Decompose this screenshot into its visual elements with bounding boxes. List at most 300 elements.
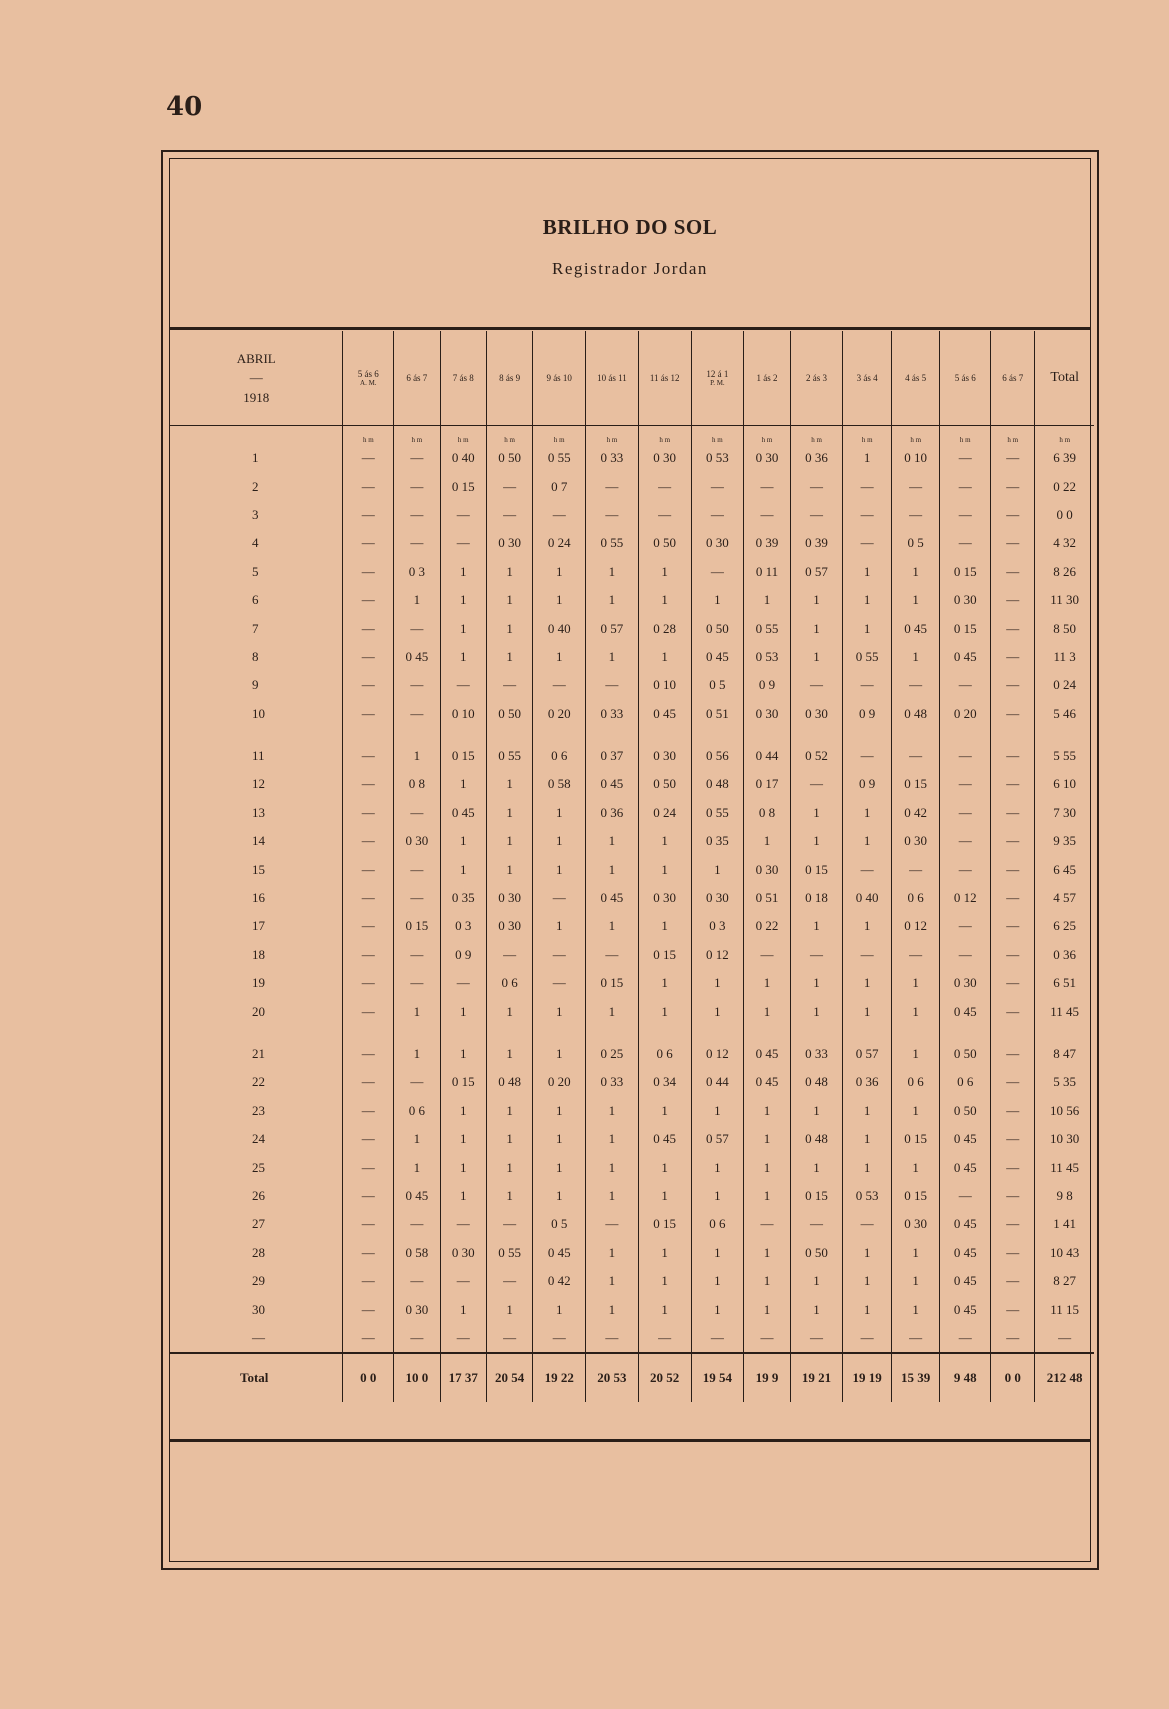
hour-cell: 0 33: [790, 1040, 843, 1068]
table-row: [170, 1125, 1094, 1153]
hour-cell: —: [991, 700, 1035, 728]
hour-cell: —: [991, 1040, 1035, 1068]
hour-cell: —: [790, 1210, 843, 1238]
hour-cell: —: [343, 586, 394, 614]
hour-cell: 0 30: [691, 884, 744, 912]
hour-cell: —: [638, 472, 691, 500]
hour-cell: —: [343, 1295, 394, 1323]
hour-cell: 1: [586, 855, 639, 883]
hour-cell: 0 57: [586, 614, 639, 642]
spacer-cell: [440, 1026, 486, 1040]
hour-cell: 1: [843, 827, 892, 855]
hour-cell: 0 53: [744, 643, 790, 671]
hour-column-header: [586, 331, 639, 426]
day-cell: 28: [252, 1244, 265, 1260]
table-row: [170, 969, 1094, 997]
hour-cell: 1: [586, 643, 639, 671]
hour-cell: 0 6: [940, 1068, 991, 1096]
hour-cell: 1: [744, 1097, 790, 1125]
hour-cell: 0 6: [638, 1040, 691, 1068]
hour-cell: —: [586, 1210, 639, 1238]
table-body: [170, 426, 1094, 1403]
table-row: [170, 1239, 1094, 1267]
hour-cell: 1: [638, 1239, 691, 1267]
row-total-cell: 8 50: [1035, 614, 1094, 642]
spacer-cell: [486, 1026, 532, 1040]
column-label: 1 ás 2: [756, 373, 778, 383]
hour-cell: 1: [744, 997, 790, 1025]
hour-cell: 1: [843, 1125, 892, 1153]
hour-cell: 1: [891, 1295, 940, 1323]
hour-cell: 1: [440, 997, 486, 1025]
hour-cell: 0 12: [891, 912, 940, 940]
hour-cell: 1: [691, 855, 744, 883]
hour-column-header: [394, 331, 440, 426]
hour-cell: —: [940, 941, 991, 969]
hour-cell: 0 45: [940, 1153, 991, 1181]
spacer-cell: [1035, 1026, 1094, 1040]
unit-cell: h m: [843, 426, 892, 445]
day-cell: 21: [252, 1046, 265, 1061]
hour-cell: 1: [533, 1182, 586, 1210]
hour-column-header: [440, 331, 486, 426]
hour-cell: 0 48: [486, 1068, 532, 1096]
table-row: [170, 1267, 1094, 1295]
hour-cell: 0 15: [440, 742, 486, 770]
hour-cell: 0 9: [440, 941, 486, 969]
hour-cell: —: [991, 1182, 1035, 1210]
hour-cell: 0 15: [891, 770, 940, 798]
hour-cell: —: [843, 501, 892, 529]
day-cell: 4: [252, 535, 259, 551]
unit-cell: h m: [394, 426, 440, 445]
spacer-row: [170, 1026, 1094, 1040]
hour-cell: 1: [586, 1125, 639, 1153]
hour-cell: —: [991, 1097, 1035, 1125]
hour-cell: 0 45: [891, 614, 940, 642]
hour-cell: 0 12: [691, 941, 744, 969]
hour-column-header: [991, 331, 1035, 426]
hour-cell: —: [991, 1068, 1035, 1096]
hour-cell: —: [991, 1295, 1035, 1323]
hour-cell: 1: [486, 1125, 532, 1153]
spacer-cell: [638, 1026, 691, 1040]
table-row: [170, 1097, 1094, 1125]
hour-cell: 1: [691, 1295, 744, 1323]
hour-cell: —: [843, 1324, 892, 1353]
hour-cell: —: [940, 529, 991, 557]
hour-cell: —: [394, 855, 440, 883]
hour-cell: 0 50: [486, 700, 532, 728]
hour-cell: 1: [486, 799, 532, 827]
hour-cell: —: [343, 529, 394, 557]
hour-cell: —: [440, 671, 486, 699]
hour-cell: —: [991, 472, 1035, 500]
spacer-cell: [891, 728, 940, 742]
hour-cell: —: [843, 529, 892, 557]
day-cell: 15: [252, 861, 265, 877]
row-total-cell: —: [1035, 1324, 1094, 1353]
row-total-cell: 5 55: [1035, 742, 1094, 770]
hour-cell: 0 9: [744, 671, 790, 699]
hour-cell: 1: [790, 586, 843, 614]
hour-cell: 0 50: [940, 1040, 991, 1068]
hour-cell: 0 48: [790, 1068, 843, 1096]
hour-cell: 0 50: [940, 1097, 991, 1125]
hour-cell: 1: [586, 1153, 639, 1181]
hour-cell: —: [891, 501, 940, 529]
spacer-cell: [744, 728, 790, 742]
hour-cell: —: [394, 1324, 440, 1353]
hour-cell: 1: [790, 1267, 843, 1295]
hour-cell: —: [891, 671, 940, 699]
day-cell: 6: [252, 592, 259, 608]
hour-cell: —: [691, 558, 744, 586]
hour-cell: 1: [891, 643, 940, 671]
hour-cell: —: [638, 501, 691, 529]
hour-cell: —: [343, 614, 394, 642]
hour-cell: —: [991, 444, 1035, 472]
hour-cell: 0 55: [691, 799, 744, 827]
hour-cell: 0 30: [744, 444, 790, 472]
hour-cell: —: [343, 1040, 394, 1068]
hour-cell: —: [991, 1324, 1035, 1353]
column-total-cell: 10 0: [394, 1353, 440, 1402]
hour-cell: 1: [533, 827, 586, 855]
hour-cell: —: [940, 912, 991, 940]
hour-cell: 1: [638, 586, 691, 614]
row-total-cell: 0 0: [1035, 501, 1094, 529]
hour-cell: 0 45: [940, 1295, 991, 1323]
hour-cell: —: [343, 1125, 394, 1153]
hour-cell: —: [394, 671, 440, 699]
unit-cell: h m: [891, 426, 940, 445]
hour-cell: 0 30: [394, 827, 440, 855]
hour-cell: 1: [843, 969, 892, 997]
hour-cell: 0 30: [744, 855, 790, 883]
hour-cell: 1: [533, 586, 586, 614]
hour-column-header: [891, 331, 940, 426]
row-total-cell: 7 30: [1035, 799, 1094, 827]
spacer-cell: [940, 728, 991, 742]
hour-cell: 1: [533, 855, 586, 883]
hour-cell: 1: [843, 558, 892, 586]
hour-cell: 1: [394, 586, 440, 614]
table-row: [170, 912, 1094, 940]
hour-cell: —: [940, 444, 991, 472]
hour-cell: —: [486, 1324, 532, 1353]
hour-cell: 1: [843, 997, 892, 1025]
hour-cell: 0 45: [586, 884, 639, 912]
hour-cell: 1: [440, 827, 486, 855]
hour-cell: 0 56: [691, 742, 744, 770]
hour-cell: —: [940, 770, 991, 798]
hour-cell: 0 30: [891, 1210, 940, 1238]
hour-column-header: [843, 331, 892, 426]
totals-label: Total: [170, 1353, 343, 1402]
column-total-cell: 15 39: [891, 1353, 940, 1402]
spacer-cell: [170, 728, 343, 742]
hour-cell: 0 48: [790, 1125, 843, 1153]
table-row: [170, 770, 1094, 798]
hour-cell: 0 20: [940, 700, 991, 728]
hour-cell: 0 45: [940, 1267, 991, 1295]
spacer-cell: [691, 728, 744, 742]
hour-cell: 1: [744, 586, 790, 614]
hour-cell: 0 9: [843, 770, 892, 798]
hour-cell: —: [744, 1324, 790, 1353]
unit-cell-empty: [170, 426, 343, 445]
hour-cell: —: [843, 472, 892, 500]
day-cell: 22: [252, 1074, 265, 1090]
hour-cell: —: [940, 799, 991, 827]
hour-cell: —: [891, 941, 940, 969]
hour-cell: —: [790, 472, 843, 500]
table-header-row: [170, 331, 1094, 426]
hour-cell: —: [991, 941, 1035, 969]
hour-cell: 0 42: [891, 799, 940, 827]
spacer-cell: [940, 1026, 991, 1040]
hour-cell: —: [744, 472, 790, 500]
spacer-cell: [790, 1026, 843, 1040]
hour-cell: 0 20: [533, 700, 586, 728]
column-total-cell: 20 54: [486, 1353, 532, 1402]
row-total-cell: 11 15: [1035, 1295, 1094, 1323]
hour-cell: 1: [691, 586, 744, 614]
hour-cell: 1: [533, 1040, 586, 1068]
hour-cell: 1: [843, 1267, 892, 1295]
hour-cell: —: [790, 501, 843, 529]
column-total-cell: 9 48: [940, 1353, 991, 1402]
hour-cell: 0 35: [691, 827, 744, 855]
hour-cell: 1: [440, 1182, 486, 1210]
hour-cell: —: [533, 1324, 586, 1353]
hour-cell: —: [940, 671, 991, 699]
hour-cell: —: [394, 969, 440, 997]
page-title: BRILHO DO SOL: [542, 215, 718, 239]
hour-cell: 1: [744, 1182, 790, 1210]
hour-cell: 1: [638, 969, 691, 997]
row-total-cell: 11 45: [1035, 997, 1094, 1025]
row-total-cell: 8 27: [1035, 1267, 1094, 1295]
hour-cell: 0 6: [486, 969, 532, 997]
hour-cell: —: [991, 742, 1035, 770]
hour-cell: 0 57: [691, 1125, 744, 1153]
hour-cell: 0 8: [394, 770, 440, 798]
hour-cell: 1: [891, 558, 940, 586]
hour-cell: —: [343, 997, 394, 1025]
unit-cell: h m: [691, 426, 744, 445]
day-cell: 14: [252, 833, 265, 849]
hour-cell: —: [343, 1153, 394, 1181]
hour-cell: —: [691, 1324, 744, 1353]
hour-cell: 1: [744, 1153, 790, 1181]
hour-cell: —: [744, 941, 790, 969]
hour-cell: 0 30: [638, 742, 691, 770]
row-total-cell: 6 45: [1035, 855, 1094, 883]
hour-cell: —: [343, 501, 394, 529]
hour-cell: 1: [638, 1153, 691, 1181]
hour-cell: —: [343, 1324, 394, 1353]
hour-cell: —: [991, 1153, 1035, 1181]
hour-cell: 1: [790, 997, 843, 1025]
row-total-cell: 10 56: [1035, 1097, 1094, 1125]
hour-cell: —: [343, 1267, 394, 1295]
hour-cell: —: [744, 501, 790, 529]
hour-cell: 0 28: [638, 614, 691, 642]
am-label: A. M.: [360, 379, 377, 387]
hour-cell: 1: [744, 1295, 790, 1323]
hour-cell: 1: [843, 586, 892, 614]
hour-cell: —: [486, 472, 532, 500]
hour-cell: —: [486, 1210, 532, 1238]
hour-cell: 1: [586, 1295, 639, 1323]
day-cell: 16: [252, 890, 265, 906]
hour-cell: 0 15: [586, 969, 639, 997]
hour-cell: 0 58: [394, 1239, 440, 1267]
day-cell: 26: [252, 1187, 265, 1203]
hour-cell: 1: [486, 558, 532, 586]
column-label: 6 ás 7: [1002, 373, 1024, 383]
hour-cell: 0 40: [843, 884, 892, 912]
hour-cell: 0 55: [486, 742, 532, 770]
hour-cell: 1: [691, 1097, 744, 1125]
hour-cell: 0 3: [394, 558, 440, 586]
hour-cell: 1: [744, 969, 790, 997]
day-cell: 24: [252, 1131, 265, 1147]
hour-cell: —: [533, 671, 586, 699]
hour-cell: —: [891, 1324, 940, 1353]
day-cell: 9: [252, 677, 259, 693]
hour-cell: 0 45: [940, 997, 991, 1025]
hour-cell: 0 50: [638, 529, 691, 557]
unit-cell: h m: [440, 426, 486, 445]
hour-cell: —: [486, 1267, 532, 1295]
hour-cell: 1: [790, 969, 843, 997]
row-total-cell: 9 35: [1035, 827, 1094, 855]
hour-cell: 1: [744, 1239, 790, 1267]
hour-cell: 1: [843, 614, 892, 642]
hour-cell: 1: [790, 827, 843, 855]
hour-cell: 1: [691, 997, 744, 1025]
hour-cell: 0 12: [940, 884, 991, 912]
hour-cell: —: [843, 941, 892, 969]
table-row: [170, 586, 1094, 614]
spacer-cell: [343, 728, 394, 742]
column-label: 8 ás 9: [499, 373, 521, 383]
hour-cell: —: [991, 586, 1035, 614]
hour-cell: 0 39: [790, 529, 843, 557]
period-year: 1918: [243, 389, 270, 405]
hour-cell: 1: [891, 586, 940, 614]
hour-cell: 0 37: [586, 742, 639, 770]
table-row: [170, 799, 1094, 827]
day-cell: 29: [252, 1273, 265, 1289]
hour-cell: 1: [440, 1153, 486, 1181]
hour-cell: —: [843, 742, 892, 770]
page-subtitle: Registrador Jordan: [552, 259, 708, 278]
hour-cell: 0 33: [586, 444, 639, 472]
hour-cell: 0 3: [440, 912, 486, 940]
hour-cell: 0 30: [691, 529, 744, 557]
hour-cell: 0 5: [891, 529, 940, 557]
hour-cell: —: [991, 884, 1035, 912]
hour-cell: 1: [790, 799, 843, 827]
unit-cell: h m: [790, 426, 843, 445]
hour-cell: 1: [533, 1125, 586, 1153]
hour-cell: —: [533, 941, 586, 969]
hour-cell: 1: [486, 1182, 532, 1210]
column-label: 3 ás 4: [856, 373, 878, 383]
day-cell: 27: [252, 1216, 265, 1232]
hour-cell: 1: [440, 855, 486, 883]
hour-column-header: [343, 331, 394, 426]
hour-cell: —: [940, 855, 991, 883]
hour-column-header: [486, 331, 532, 426]
hour-cell: 1: [691, 1239, 744, 1267]
hour-column-header: [790, 331, 843, 426]
hour-cell: 1: [891, 1239, 940, 1267]
hour-cell: —: [440, 1267, 486, 1295]
spacer-cell: [170, 1026, 343, 1040]
hour-cell: 0 30: [940, 586, 991, 614]
hour-cell: 0 12: [691, 1040, 744, 1068]
column-total-cell: 212 48: [1035, 1353, 1094, 1402]
hour-cell: 0 15: [790, 855, 843, 883]
hour-cell: 1: [394, 1040, 440, 1068]
row-total-cell: 5 35: [1035, 1068, 1094, 1096]
hour-cell: 0 24: [533, 529, 586, 557]
hour-cell: 1: [843, 912, 892, 940]
day-cell: 8: [252, 648, 259, 664]
hour-cell: 1: [440, 586, 486, 614]
hour-cell: 0 51: [691, 700, 744, 728]
hour-column-header: [638, 331, 691, 426]
row-total-cell: 8 47: [1035, 1040, 1094, 1068]
column-label: 6 ás 7: [406, 373, 428, 383]
table-row: [170, 1324, 1094, 1353]
hour-cell: —: [394, 472, 440, 500]
hour-cell: 1: [394, 742, 440, 770]
column-label: 11 ás 12: [649, 373, 680, 383]
hour-cell: 0 15: [440, 472, 486, 500]
hour-cell: 0 45: [638, 1125, 691, 1153]
hour-cell: 0 30: [486, 912, 532, 940]
hour-column-header: [744, 331, 790, 426]
hour-cell: 1: [533, 1097, 586, 1125]
hour-cell: —: [991, 643, 1035, 671]
hour-cell: 0 55: [843, 643, 892, 671]
period-label: ABRIL: [236, 350, 276, 366]
table-row: [170, 614, 1094, 642]
hour-cell: 0 45: [691, 643, 744, 671]
row-total-cell: 6 25: [1035, 912, 1094, 940]
day-cell: 2: [252, 478, 259, 494]
hour-cell: —: [991, 1125, 1035, 1153]
table-row: [170, 472, 1094, 500]
hour-cell: 0 36: [843, 1068, 892, 1096]
row-total-cell: 0 22: [1035, 472, 1094, 500]
hour-cell: 1: [843, 799, 892, 827]
hour-cell: 0 58: [533, 770, 586, 798]
hour-cell: 1: [586, 997, 639, 1025]
hour-cell: 1: [533, 912, 586, 940]
hour-cell: 1: [790, 643, 843, 671]
hour-cell: 1: [790, 1097, 843, 1125]
hour-cell: 1: [691, 1153, 744, 1181]
hour-cell: —: [790, 1324, 843, 1353]
hour-cell: 1: [486, 1153, 532, 1181]
